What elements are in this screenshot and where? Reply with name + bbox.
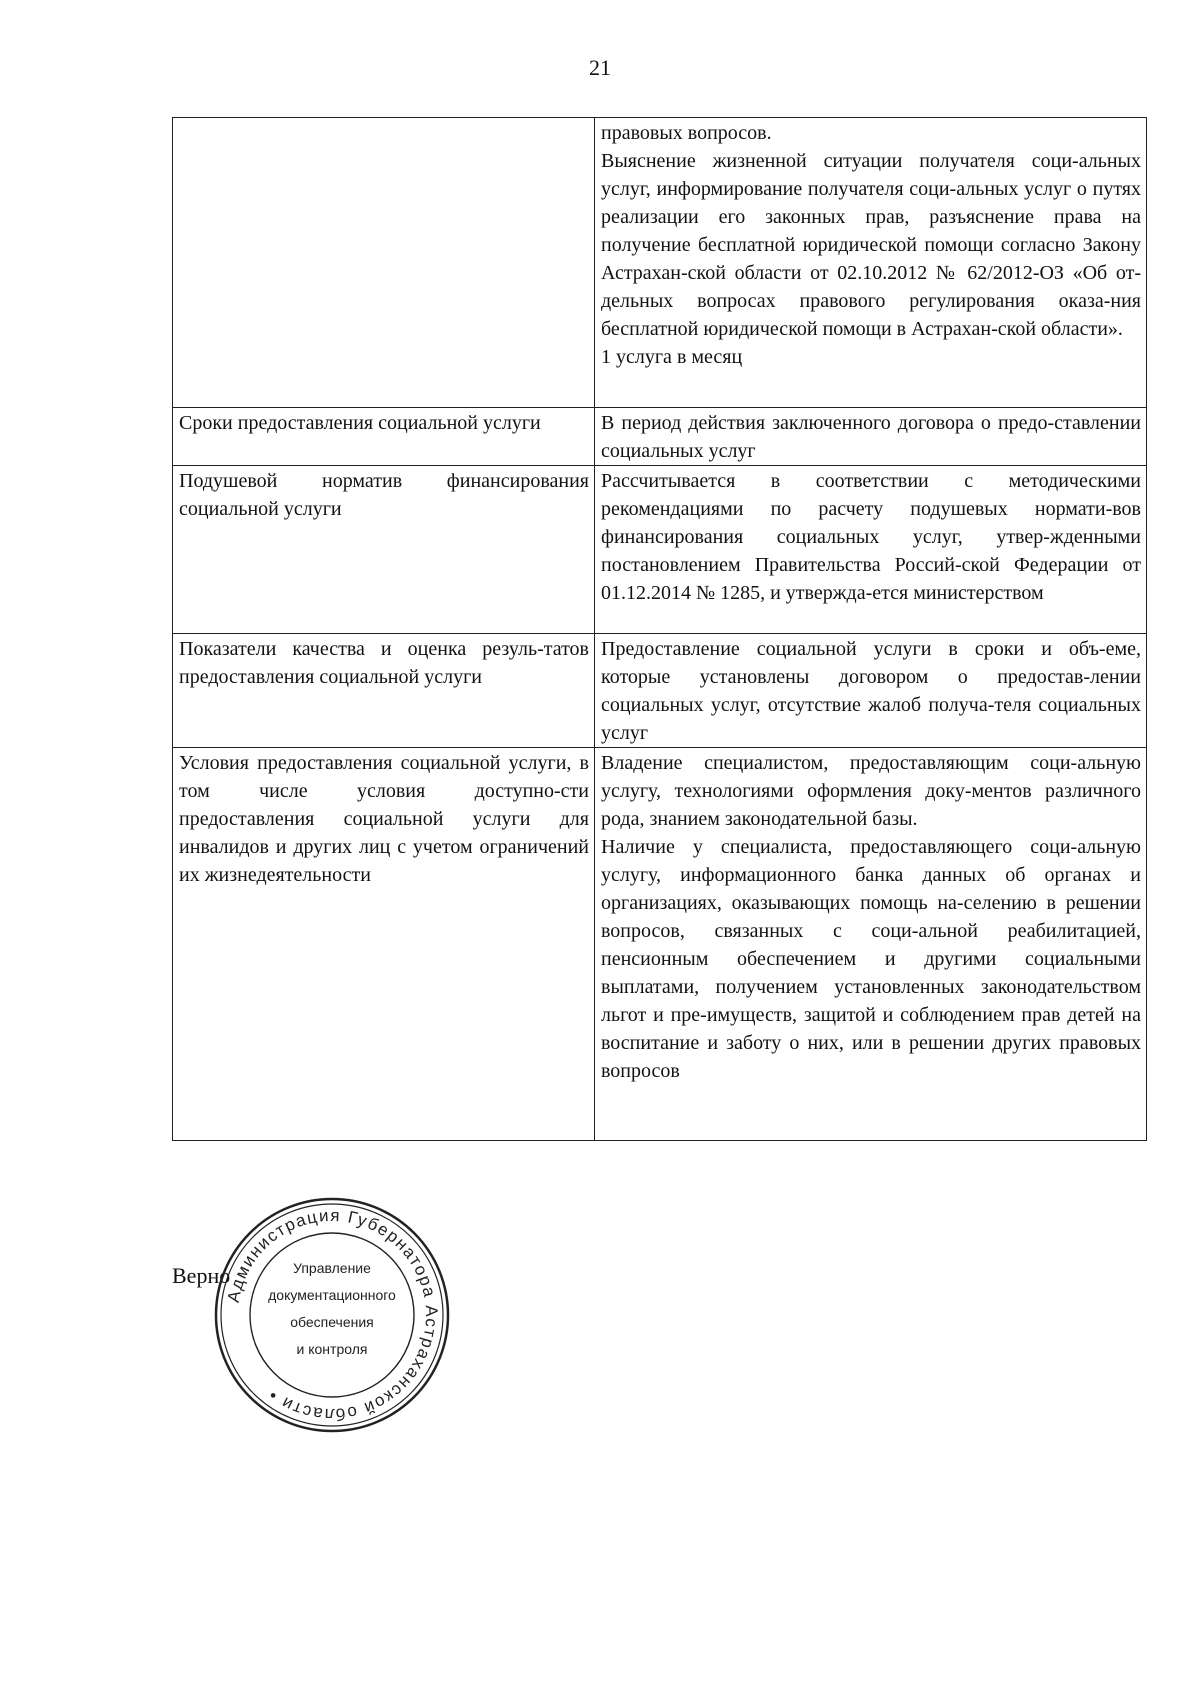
- table-row: [173, 634, 1147, 748]
- table-cell-label: Условия предоставления социальной услуги, в том числе условия доступно-сти предоставления социальной услуги для инвалидов и других лиц с учетом ограничений их жизнедеятельности: [173, 748, 595, 1141]
- table-cell-content: [595, 118, 1147, 408]
- table-cell-label: [173, 118, 595, 408]
- seal-line: и контроля: [296, 1341, 368, 1357]
- table-row: [173, 748, 1147, 1141]
- seal-inner-text: [254, 1255, 410, 1363]
- official-seal: [214, 1197, 450, 1433]
- table-paragraph: Предоставление социальной услуги в сроки и объ-еме, которые установлены договором о предостав-лении социальных услуг, отсутствие жалоб получа-теля социальных услуг: [601, 638, 1141, 744]
- table-paragraph: правовых вопросов.: [601, 122, 772, 144]
- page-number: 21: [589, 55, 611, 80]
- table-cell-label: Сроки предоставления социальной услуги: [173, 408, 595, 466]
- table-cell-content: [595, 748, 1147, 1141]
- table-cell-label: Подушевой норматив финансирования социальной услуги: [173, 466, 595, 634]
- table-cell-content: [595, 466, 1147, 634]
- seal-line: Управление: [293, 1260, 371, 1276]
- table-row: [173, 118, 1147, 408]
- table-cell-content: [595, 408, 1147, 466]
- table-cell-label: Показатели качества и оценка резуль-татов предоставления социальной услуги: [173, 634, 595, 748]
- table-paragraph: Владение специалистом, предоставляющим соци-альную услугу, технологиями оформления доку-ментов различного рода, знанием законодательной базы.: [601, 752, 1141, 830]
- table-paragraph: Выяснение жизненной ситуации получателя соци-альных услуг, информирование получателя соци-альных услуг о путях реализации его законных прав, разъяснение права на получение бесплатной юридической помощи согласно Закону Астрахан-ской области от 02.10.2012 № 62/2012-ОЗ «Об от-дельных вопросах правового регулирования оказа-ния бесплатной юридической помощи в Астрахан-ской области».: [601, 150, 1141, 340]
- table-paragraph: Рассчитывается в соответствии с методическими рекомендациями по расчету подушевых нормати-вов финансирования социальных услуг, утвер-жденными постановлением Правительства Россий-ской Федерации от 01.12.2014 № 1285, и утвержда-ется министерством: [601, 470, 1141, 604]
- seal-line: обеспечения: [290, 1314, 374, 1330]
- table-row: [173, 466, 1147, 634]
- verno-label: Верно: [172, 1263, 231, 1288]
- table-paragraph: Наличие у специалиста, предоставляющего соци-альную услугу, информационного банка данных об органах и организациях, оказывающих помощь на-селению в решении вопросов, связанных с соци-альной реабилитацией, пенсионным обеспечением и другими социальными выплатами, получением установленных законодательством льгот и пре-имуществ, защитой и соблюдением прав детей на воспитание и заботу о них, или в решении других правовых вопросов: [601, 836, 1141, 1082]
- svg-text:Администрация Губернатора Астр: Администрация Губернатора Астраханской области •: [223, 1205, 442, 1425]
- table-cell-content: [595, 634, 1147, 748]
- table-paragraph: 1 услуга в месяц: [601, 346, 743, 368]
- service-table: [172, 117, 1147, 1141]
- table-paragraph: В период действия заключенного договора о предо-ставлении социальных услуг: [601, 412, 1141, 462]
- table-row: [173, 408, 1147, 466]
- seal-line: документационного: [268, 1287, 396, 1303]
